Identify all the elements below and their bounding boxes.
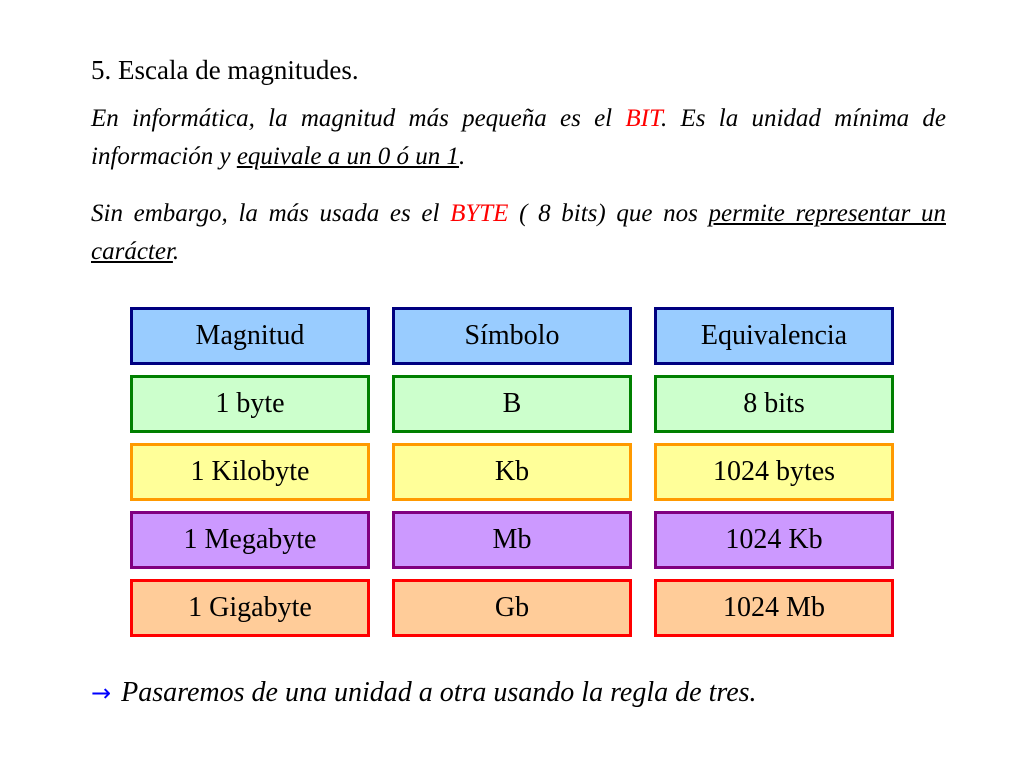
table-cell-equivalence: 1024 bytes	[654, 443, 894, 501]
byte-text-1: Sin embargo, la más usada es el	[91, 200, 451, 227]
table-cell-symbol: Gb	[392, 579, 632, 637]
table-cell-magnitude: 1 Kilobyte	[130, 443, 370, 501]
conclusion-line	[91, 674, 757, 712]
bit-highlight: BIT	[625, 105, 662, 132]
conclusion-text: Pasaremos de una unidad a otra usando la regla de tres.	[121, 677, 757, 708]
table-cell-magnitude: 1 Gigabyte	[130, 579, 370, 637]
table-cell-magnitude: 1 Megabyte	[130, 511, 370, 569]
table-header-cell-equivalencia: Equivalencia	[654, 307, 894, 365]
byte-text-3: .	[172, 238, 180, 265]
slide-title: 5. Escala de magnitudes.	[91, 55, 359, 85]
table-cell-symbol: Mb	[392, 511, 632, 569]
intro-paragraph-byte	[91, 195, 946, 271]
bit-underlined: equivale a un 0 ó un 1	[236, 143, 460, 170]
table-cell-magnitude: 1 byte	[130, 375, 370, 433]
intro-paragraph-bit	[91, 100, 946, 176]
table-header-cell-simbolo: Símbolo	[392, 307, 632, 365]
byte-underlined: permite representar un carácter	[91, 200, 946, 265]
table-cell-equivalence: 8 bits	[654, 375, 894, 433]
table-cell-equivalence: 1024 Mb	[654, 579, 894, 637]
bit-text-3: .	[459, 143, 466, 170]
byte-highlight: BYTE	[450, 200, 509, 227]
table-cell-equivalence: 1024 Kb	[654, 511, 894, 569]
table-cell-symbol: B	[392, 375, 632, 433]
table-header-cell-magnitud: Magnitud	[130, 307, 370, 365]
bit-text-1: En informática, la magnitud más pequeña es el	[91, 105, 626, 132]
bit-text-2: . Es la unidad mínima de información y	[91, 105, 946, 170]
table-cell-symbol: Kb	[392, 443, 632, 501]
byte-text-2: ( 8 bits) que nos	[508, 200, 709, 227]
right-arrow-icon: →	[91, 679, 112, 707]
